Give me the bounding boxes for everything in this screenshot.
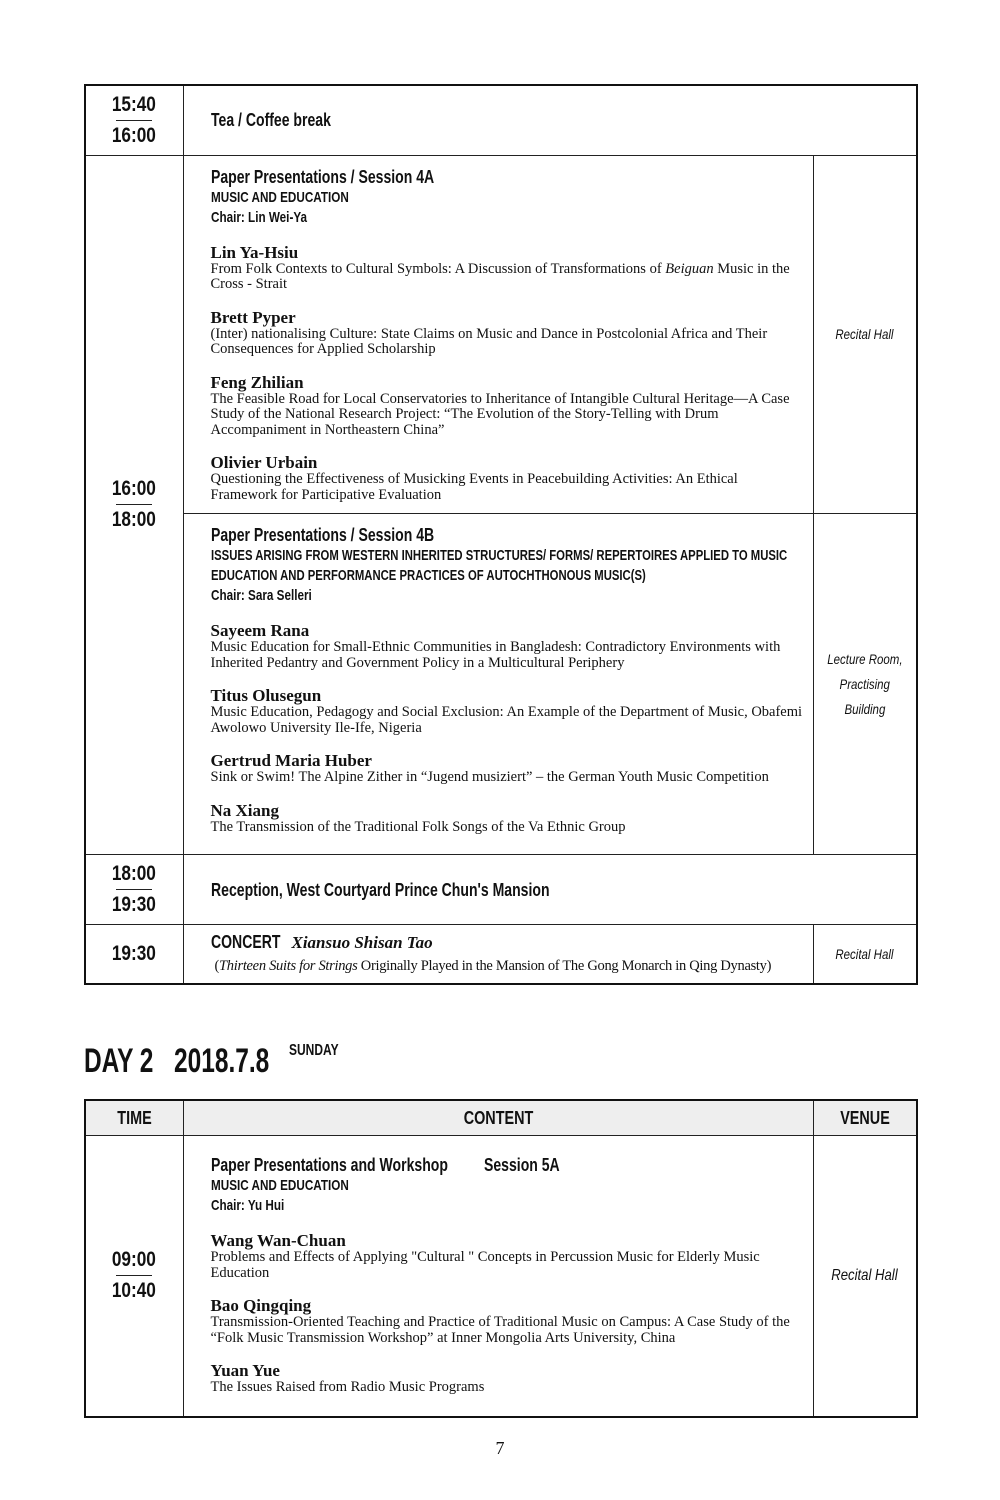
presentation-title: Sink or Swim! The Alpine Zither in “Jugend musiziert” – the German Youth Music Competition bbox=[210, 769, 769, 785]
presentation-title: From Folk Contexts to Cultural Symbols: A Discussion of Transformations of Beiguan Music in the Cross - Strait bbox=[210, 260, 790, 292]
presentation-item bbox=[211, 622, 803, 671]
venue-name: Recital Hall bbox=[835, 325, 894, 342]
table-row-session-4b bbox=[85, 514, 917, 855]
presentation-title: Music Education, Pedagogy and Social Exclusion: An Example of the Department of Music, Obafemi Awolowo University Ile-Ife, Nigeria bbox=[210, 704, 803, 736]
presentation-item bbox=[211, 752, 803, 786]
presenter-name: Olivier Urbain bbox=[210, 453, 318, 472]
session-topic-line-2: EDUCATION AND PERFORMANCE PRACTICES OF AUTOCHTHONOUS MUSIC(S) bbox=[210, 568, 646, 584]
venue-name-line-2: Practising bbox=[839, 675, 890, 692]
presentation-item bbox=[211, 454, 803, 503]
content-cell bbox=[183, 85, 917, 155]
venue-cell bbox=[813, 925, 917, 985]
presentation-title: Problems and Effects of Applying "Cultural " Concepts in Percussion Music for Elderly Music Education bbox=[210, 1249, 760, 1281]
presentation-item bbox=[211, 1362, 803, 1396]
page-number: 7 bbox=[495, 1438, 505, 1458]
venue-cell bbox=[813, 514, 917, 855]
schedule-table-day1 bbox=[84, 84, 918, 985]
venue-name: Recital Hall bbox=[831, 1267, 898, 1285]
header-content: CONTENT bbox=[183, 1100, 813, 1136]
time-divider bbox=[116, 1275, 152, 1276]
presenter-name: Yuan Yue bbox=[210, 1361, 280, 1380]
presentation-title: The Issues Raised from Radio Music Programs bbox=[210, 1379, 485, 1395]
start-time: 15:40 bbox=[112, 92, 157, 116]
presentation-title: Transmission-Oriented Teaching and Practice of Traditional Music on Campus: A Case Study of the “Folk Music Transmission Workshop” at Inner Mongolia Arts University, China bbox=[210, 1314, 790, 1346]
end-time: 19:30 bbox=[112, 893, 157, 916]
venue-name-line-3: Building bbox=[844, 700, 886, 717]
table-row-session-4a bbox=[85, 155, 917, 514]
venue-name-line-1: Lecture Room, bbox=[827, 650, 903, 667]
time-cell bbox=[85, 855, 183, 925]
presentation-item bbox=[211, 374, 803, 439]
time-cell bbox=[85, 85, 183, 155]
break-title: Tea / Coffee break bbox=[210, 110, 331, 131]
concert-time: 19:30 bbox=[112, 942, 157, 965]
presentation-title: The Transmission of the Traditional Folk Songs of the Va Ethnic Group bbox=[210, 818, 626, 835]
session-title: Paper Presentations and Workshop bbox=[210, 1155, 448, 1175]
session-title: Paper Presentations / Session 4B bbox=[210, 525, 434, 545]
day-label: DAY 2 bbox=[84, 1042, 154, 1080]
concert-name: Xiansuo Shisan Tao bbox=[291, 933, 433, 952]
presentation-title: Questioning the Effectiveness of Musicking Events in Peacebuilding Activities: An Ethical Framework for Participative Evaluation bbox=[210, 471, 738, 503]
presenter-name: Bao Qingqing bbox=[210, 1296, 312, 1315]
venue-cell bbox=[813, 155, 917, 514]
presentation-item bbox=[211, 244, 803, 293]
table-row-tea-break bbox=[85, 85, 917, 155]
table-header-row bbox=[85, 1100, 917, 1136]
session-chair: Chair: Sara Selleri bbox=[210, 587, 312, 604]
end-time: 10:40 bbox=[112, 1279, 157, 1303]
presenter-name: Sayeem Rana bbox=[210, 621, 310, 640]
presenter-name: Wang Wan-Chuan bbox=[210, 1231, 346, 1250]
time-divider bbox=[116, 889, 152, 890]
day-weekday: SUNDAY bbox=[288, 1042, 339, 1059]
end-time: 16:00 bbox=[112, 123, 157, 147]
start-time: 18:00 bbox=[112, 862, 157, 885]
table-row-concert bbox=[85, 925, 917, 985]
presenter-name: Lin Ya-Hsiu bbox=[210, 242, 299, 262]
concert-description: (Thirteen Suits for Strings Originally Played in the Mansion of The Gong Monarch in Qing Dynasty) bbox=[214, 958, 772, 974]
schedule-table-day2 bbox=[84, 1099, 918, 1418]
start-time: 09:00 bbox=[112, 1248, 157, 1272]
presenter-name: Gertrud Maria Huber bbox=[210, 751, 372, 770]
presentation-title: (Inter) nationalising Culture: State Claims on Music and Dance in Postcolonial Africa and Their Consequences for Applied Scholarship bbox=[210, 325, 768, 357]
venue-name: Recital Hall bbox=[835, 945, 894, 962]
presenter-name: Feng Zhilian bbox=[210, 372, 304, 392]
session-chair: Chair: Yu Hui bbox=[210, 1197, 284, 1214]
reception-title: Reception, West Courtyard Prince Chun's Mansion bbox=[210, 879, 550, 900]
presentation-item bbox=[211, 309, 803, 358]
time-divider bbox=[116, 504, 152, 505]
concert-label: CONCERT bbox=[210, 932, 280, 952]
start-time: 16:00 bbox=[112, 477, 157, 501]
day-heading bbox=[84, 1042, 355, 1082]
session-topic-line-1: ISSUES ARISING FROM WESTERN INHERITED STRUCTURES/ FORMS/ REPERTOIRES APPLIED TO MUSIC bbox=[210, 548, 787, 564]
presentation-item bbox=[211, 1232, 803, 1281]
end-time: 18:00 bbox=[112, 508, 157, 532]
session-topic: MUSIC AND EDUCATION bbox=[210, 188, 349, 206]
content-cell bbox=[183, 925, 813, 985]
session-number: Session 5A bbox=[484, 1155, 560, 1175]
table-row-reception bbox=[85, 855, 917, 925]
content-cell bbox=[183, 155, 813, 514]
presenter-name: Titus Olusegun bbox=[210, 686, 322, 705]
presentation-title: The Feasible Road for Local Conservatories to Inheritance of Intangible Cultural Heritage—A Case Study of the National Research Project: “The Evolution of the Story-Telling with Drum Accompaniment in Northeastern China” bbox=[210, 390, 790, 438]
session-chair: Chair: Lin Wei-Ya bbox=[210, 208, 307, 226]
presentation-item bbox=[211, 802, 803, 836]
time-cell bbox=[85, 1136, 183, 1417]
time-divider bbox=[116, 120, 152, 121]
presentation-item bbox=[211, 1297, 803, 1346]
session-title: Paper Presentations / Session 4A bbox=[210, 166, 434, 187]
presenter-name: Na Xiang bbox=[210, 800, 279, 820]
venue-cell bbox=[813, 1136, 917, 1417]
content-cell bbox=[183, 1136, 813, 1417]
presenter-name: Brett Pyper bbox=[210, 307, 296, 327]
content-cell bbox=[183, 855, 917, 925]
table-row-session-5a bbox=[85, 1136, 917, 1417]
presentation-item bbox=[211, 687, 803, 736]
content-cell bbox=[183, 514, 813, 855]
time-cell bbox=[85, 155, 183, 855]
day-date: 2018.7.8 bbox=[174, 1042, 270, 1080]
time-cell bbox=[85, 925, 183, 985]
header-time: TIME bbox=[85, 1100, 183, 1136]
presentation-title: Music Education for Small-Ethnic Communities in Bangladesh: Contradictory Environments with Inherited Pedantry and Government Policy in a Multicultural Periphery bbox=[210, 639, 781, 671]
session-topic: MUSIC AND EDUCATION bbox=[210, 1177, 349, 1194]
header-venue: VENUE bbox=[813, 1100, 917, 1136]
